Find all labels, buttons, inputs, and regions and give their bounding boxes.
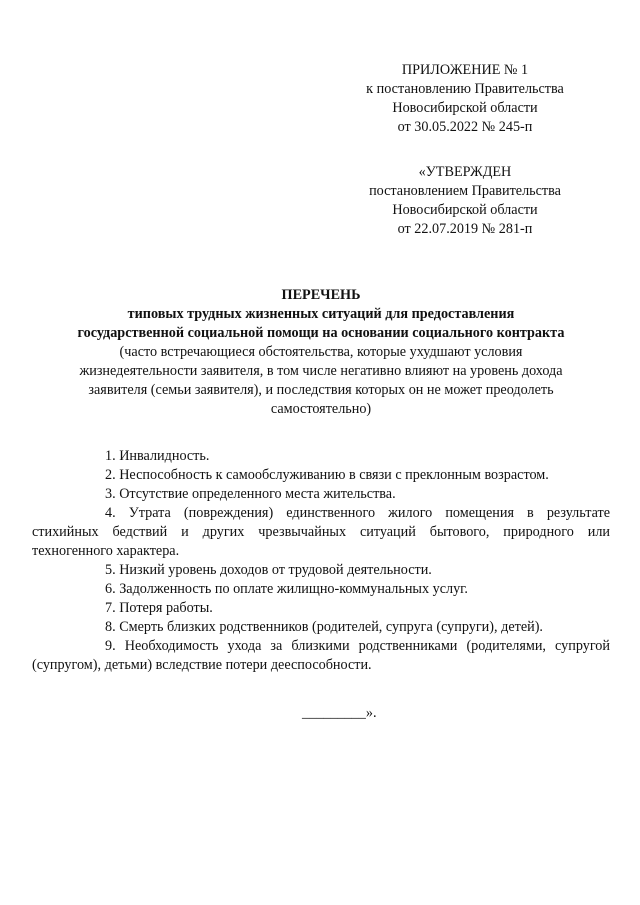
approval-region-line: Новосибирской области (392, 202, 538, 218)
appendix-date-line: от 30.05.2022 № 245-п (397, 119, 533, 135)
approval-ref-line: постановлением Правительства (369, 183, 561, 199)
list-item: 7. Потеря работы. (105, 600, 213, 616)
appendix-ref-line: к постановлению Правительства (366, 81, 564, 97)
appendix-header (340, 61, 590, 137)
list-item: 5. Низкий уровень доходов от трудовой деятельности. (105, 562, 432, 578)
document-title-block (40, 286, 602, 419)
title-note-line-1: (часто встречающиеся обстоятельства, которые ухудшают условия (119, 344, 523, 360)
approval-stamp (340, 163, 590, 239)
approval-date-line: от 22.07.2019 № 281-п (397, 221, 533, 237)
situations-list (32, 447, 610, 675)
list-item: 3. Отсутствие определенного места жительства. (105, 486, 396, 502)
list-item: 9. Необходимость ухода за близкими родственниками (родителями, супругой (супругом), детьми) вследствие потери дееспособности. (32, 638, 610, 673)
document-heading: ПЕРЕЧЕНЬ (281, 287, 361, 303)
list-item: 1. Инвалидность. (105, 448, 210, 464)
closing-line: _________». (302, 705, 377, 721)
approval-title: «УТВЕРЖДЕН (418, 164, 512, 180)
title-bold-line-1: типовых трудных жизненных ситуаций для предоставления (127, 306, 515, 322)
list-item: 6. Задолженность по оплате жилищно-коммунальных услуг. (105, 581, 468, 597)
list-item: 2. Неспособность к самообслуживанию в связи с преклонным возрастом. (105, 467, 549, 483)
list-item: 4. Утрата (повреждения) единственного жилого помещения в результате стихийных бедствий и других чрезвычайных ситуаций бытового, природного или техногенного характера. (32, 505, 610, 559)
list-item: 8. Смерть близких родственников (родителей, супруга (супруги), детей). (105, 619, 543, 635)
title-note-line-3: заявителя (семьи заявителя), и последствия которых он не может преодолеть (88, 382, 554, 398)
title-note-line-4: самостоятельно) (270, 401, 372, 417)
appendix-number: ПРИЛОЖЕНИЕ № 1 (401, 62, 529, 78)
title-bold-line-2: государственной социальной помощи на основании социального контракта (77, 325, 565, 341)
appendix-region-line: Новосибирской области (392, 100, 538, 116)
title-note-line-2: жизнедеятельности заявителя, в том числе негативно влияют на уровень дохода (79, 363, 563, 379)
